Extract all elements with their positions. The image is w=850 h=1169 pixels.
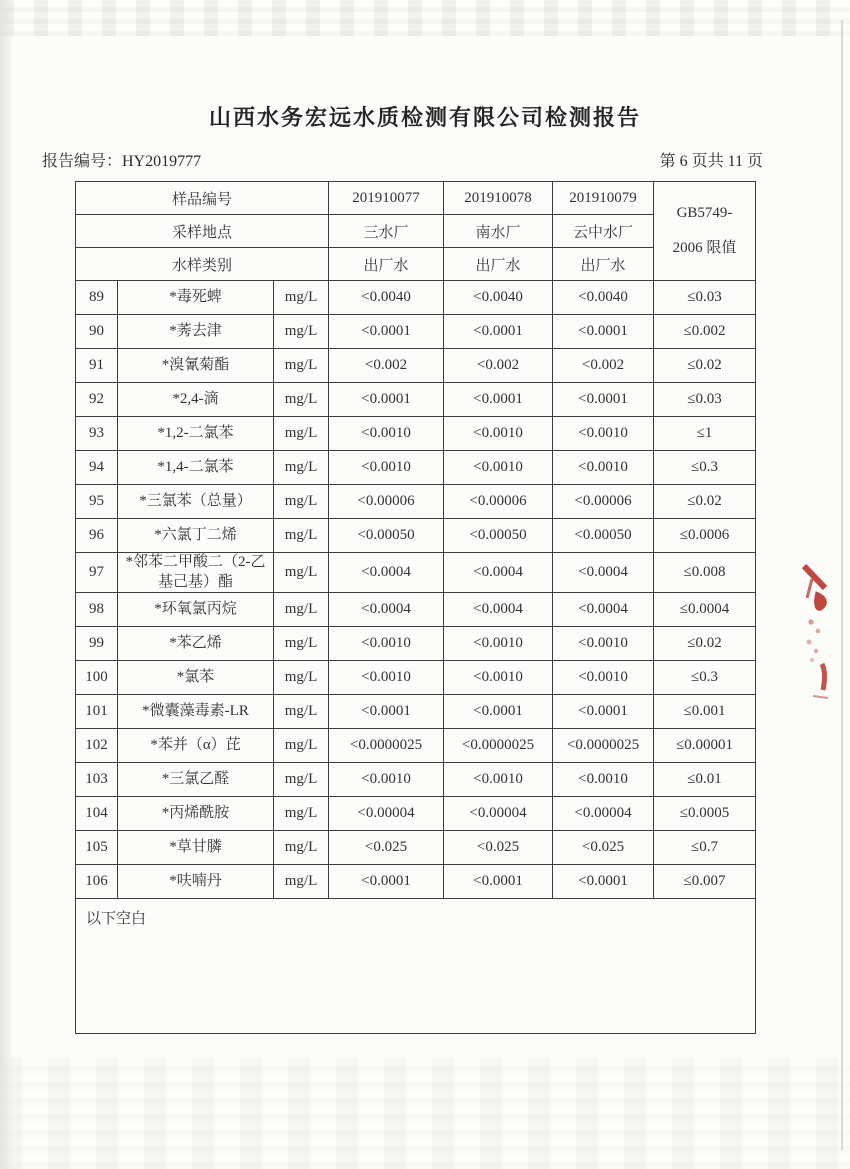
limit-cell: ≤0.001 [654,695,756,729]
limit-cell: ≤0.01 [654,763,756,797]
param-name-cell: *六氯丁二烯 [118,519,274,553]
value-cell-1: <0.0040 [329,281,444,315]
results-tbody [76,281,756,899]
value-cell-3: <0.0004 [553,593,654,627]
unit-cell: mg/L [274,349,329,383]
limit-standard-line2: 2006 限值 [672,240,737,256]
unit-cell: mg/L [274,729,329,763]
value-cell-1: <0.0001 [329,383,444,417]
row-number-cell: 91 [76,349,118,383]
row-number-cell: 98 [76,593,118,627]
limit-cell: ≤0.02 [654,485,756,519]
param-name-cell: *氯苯 [118,661,274,695]
limit-standard-header [654,182,756,281]
param-name-cell: *毒死蜱 [118,281,274,315]
table-row [76,797,756,831]
value-cell-3: <0.0001 [553,315,654,349]
value-cell-3: <0.0040 [553,281,654,315]
value-cell-1: <0.002 [329,349,444,383]
limit-cell: ≤0.007 [654,865,756,899]
param-name-cell: *三氯乙醛 [118,763,274,797]
table-row [76,661,756,695]
sample-id-3: 201910079 [553,182,654,215]
sample-no-label: 样品编号 [76,182,329,215]
value-cell-2: <0.0010 [444,627,553,661]
limit-cell: ≤0.008 [654,553,756,593]
value-cell-2: <0.002 [444,349,553,383]
limit-cell: ≤0.02 [654,349,756,383]
limit-cell: ≤0.03 [654,383,756,417]
row-number-cell: 90 [76,315,118,349]
value-cell-2: <0.0010 [444,763,553,797]
blank-footer-note: 以下空白 [76,899,756,1034]
table-row [76,451,756,485]
page-title: 山西水务宏远水质检测有限公司检测报告 [208,105,641,130]
value-cell-1: <0.0010 [329,417,444,451]
value-cell-3: <0.002 [553,349,654,383]
unit-cell: mg/L [274,553,329,593]
param-name-cell: *2,4-滴 [118,383,274,417]
water-type-2: 出厂水 [444,248,553,281]
param-name-cell: *邻苯二甲酸二（2-乙基己基）酯 [118,553,274,593]
row-number-cell: 100 [76,661,118,695]
unit-cell: mg/L [274,627,329,661]
limit-cell: ≤0.02 [654,627,756,661]
row-number-cell: 97 [76,553,118,593]
value-cell-2: <0.0010 [444,451,553,485]
limit-cell: ≤0.00001 [654,729,756,763]
scan-noise-bottom [0,1058,850,1169]
param-name-cell: *微囊藻毒素-LR [118,695,274,729]
value-cell-1: <0.00004 [329,797,444,831]
unit-cell: mg/L [274,695,329,729]
row-number-cell: 102 [76,729,118,763]
limit-cell: ≤0.0006 [654,519,756,553]
value-cell-2: <0.0010 [444,417,553,451]
water-type-1: 出厂水 [329,248,444,281]
row-number-cell: 96 [76,519,118,553]
row-number-cell: 95 [76,485,118,519]
value-cell-2: <0.0001 [444,383,553,417]
site-2: 南水厂 [444,215,553,248]
table-row [76,315,756,349]
param-name-cell: *丙烯酰胺 [118,797,274,831]
value-cell-1: <0.0010 [329,661,444,695]
limit-cell: ≤0.3 [654,451,756,485]
value-cell-1: <0.0001 [329,315,444,349]
value-cell-1: <0.0004 [329,553,444,593]
value-cell-1: <0.025 [329,831,444,865]
scan-edge-line [841,20,843,1150]
table-row [76,729,756,763]
sample-id-2: 201910078 [444,182,553,215]
value-cell-1: <0.00006 [329,485,444,519]
value-cell-2: <0.0010 [444,661,553,695]
scan-edge-left [0,0,14,1169]
row-number-cell: 93 [76,417,118,451]
table-row [76,417,756,451]
table-row [76,763,756,797]
table-row [76,281,756,315]
value-cell-2: <0.0004 [444,553,553,593]
value-cell-2: <0.0001 [444,865,553,899]
limit-cell: ≤0.03 [654,281,756,315]
value-cell-2: <0.00050 [444,519,553,553]
value-cell-3: <0.00006 [553,485,654,519]
unit-cell: mg/L [274,485,329,519]
table-row [76,553,756,593]
value-cell-2: <0.00004 [444,797,553,831]
value-cell-3: <0.0010 [553,417,654,451]
table-row [76,383,756,417]
value-cell-1: <0.0010 [329,763,444,797]
value-cell-2: <0.025 [444,831,553,865]
site-3: 云中水厂 [553,215,654,248]
value-cell-3: <0.025 [553,831,654,865]
table-row [76,349,756,383]
limit-cell: ≤0.7 [654,831,756,865]
value-cell-3: <0.0004 [553,553,654,593]
row-number-cell: 103 [76,763,118,797]
value-cell-2: <0.0000025 [444,729,553,763]
water-type-3: 出厂水 [553,248,654,281]
unit-cell: mg/L [274,661,329,695]
sampling-site-label: 采样地点 [76,215,329,248]
unit-cell: mg/L [274,417,329,451]
value-cell-3: <0.0001 [553,865,654,899]
value-cell-2: <0.0001 [444,315,553,349]
unit-cell: mg/L [274,797,329,831]
param-name-cell: *苯乙烯 [118,627,274,661]
row-number-cell: 99 [76,627,118,661]
table-row [76,865,756,899]
value-cell-1: <0.00050 [329,519,444,553]
value-cell-3: <0.0000025 [553,729,654,763]
unit-cell: mg/L [274,315,329,349]
param-name-cell: *1,2-二氯苯 [118,417,274,451]
report-number: 报告编号：HY2019777 [42,153,202,170]
limit-standard-line1: GB5749- [676,205,733,221]
table-row [76,593,756,627]
unit-cell: mg/L [274,281,329,315]
table-row [76,627,756,661]
limit-cell: ≤0.3 [654,661,756,695]
unit-cell: mg/L [274,383,329,417]
value-cell-2: <0.0001 [444,695,553,729]
value-cell-2: <0.0004 [444,593,553,627]
unit-cell: mg/L [274,763,329,797]
param-name-cell: *莠去津 [118,315,274,349]
param-name-cell: *溴氰菊酯 [118,349,274,383]
row-number-cell: 105 [76,831,118,865]
unit-cell: mg/L [274,593,329,627]
value-cell-3: <0.0010 [553,627,654,661]
param-name-cell: *苯并（α）芘 [118,729,274,763]
header-row-sample-no [76,182,756,215]
table-row [76,695,756,729]
unit-cell: mg/L [274,451,329,485]
value-cell-1: <0.0001 [329,865,444,899]
value-cell-1: <0.0010 [329,627,444,661]
value-cell-2: <0.00006 [444,485,553,519]
table-row [76,519,756,553]
value-cell-1: <0.0010 [329,451,444,485]
value-cell-3: <0.00004 [553,797,654,831]
param-name-cell: *三氯苯（总量） [118,485,274,519]
unit-cell: mg/L [274,519,329,553]
results-table [75,181,756,1034]
site-1: 三水厂 [329,215,444,248]
row-number-cell: 101 [76,695,118,729]
param-name-cell: *呋喃丹 [118,865,274,899]
limit-cell: ≤0.002 [654,315,756,349]
value-cell-1: <0.0000025 [329,729,444,763]
limit-cell: ≤1 [654,417,756,451]
report-meta-row [42,148,763,171]
value-cell-1: <0.0001 [329,695,444,729]
table-row [76,485,756,519]
red-seal-fragment-icon [797,552,839,704]
blank-footer-row [76,899,756,1034]
value-cell-3: <0.00050 [553,519,654,553]
row-number-cell: 104 [76,797,118,831]
unit-cell: mg/L [274,831,329,865]
param-name-cell: *草甘膦 [118,831,274,865]
value-cell-3: <0.0010 [553,661,654,695]
unit-cell: mg/L [274,865,329,899]
value-cell-3: <0.0010 [553,451,654,485]
param-name-cell: *环氧氯丙烷 [118,593,274,627]
value-cell-3: <0.0001 [553,695,654,729]
value-cell-3: <0.0001 [553,383,654,417]
table-row [76,831,756,865]
page-indicator: 第 6 页共 11 页 [659,153,763,170]
row-number-cell: 106 [76,865,118,899]
water-type-label: 水样类别 [76,248,329,281]
value-cell-1: <0.0004 [329,593,444,627]
row-number-cell: 94 [76,451,118,485]
limit-cell: ≤0.0004 [654,593,756,627]
param-name-cell: *1,4-二氯苯 [118,451,274,485]
sample-id-1: 201910077 [329,182,444,215]
row-number-cell: 89 [76,281,118,315]
value-cell-3: <0.0010 [553,763,654,797]
limit-cell: ≤0.0005 [654,797,756,831]
scan-noise-top [0,0,850,36]
row-number-cell: 92 [76,383,118,417]
value-cell-2: <0.0040 [444,281,553,315]
